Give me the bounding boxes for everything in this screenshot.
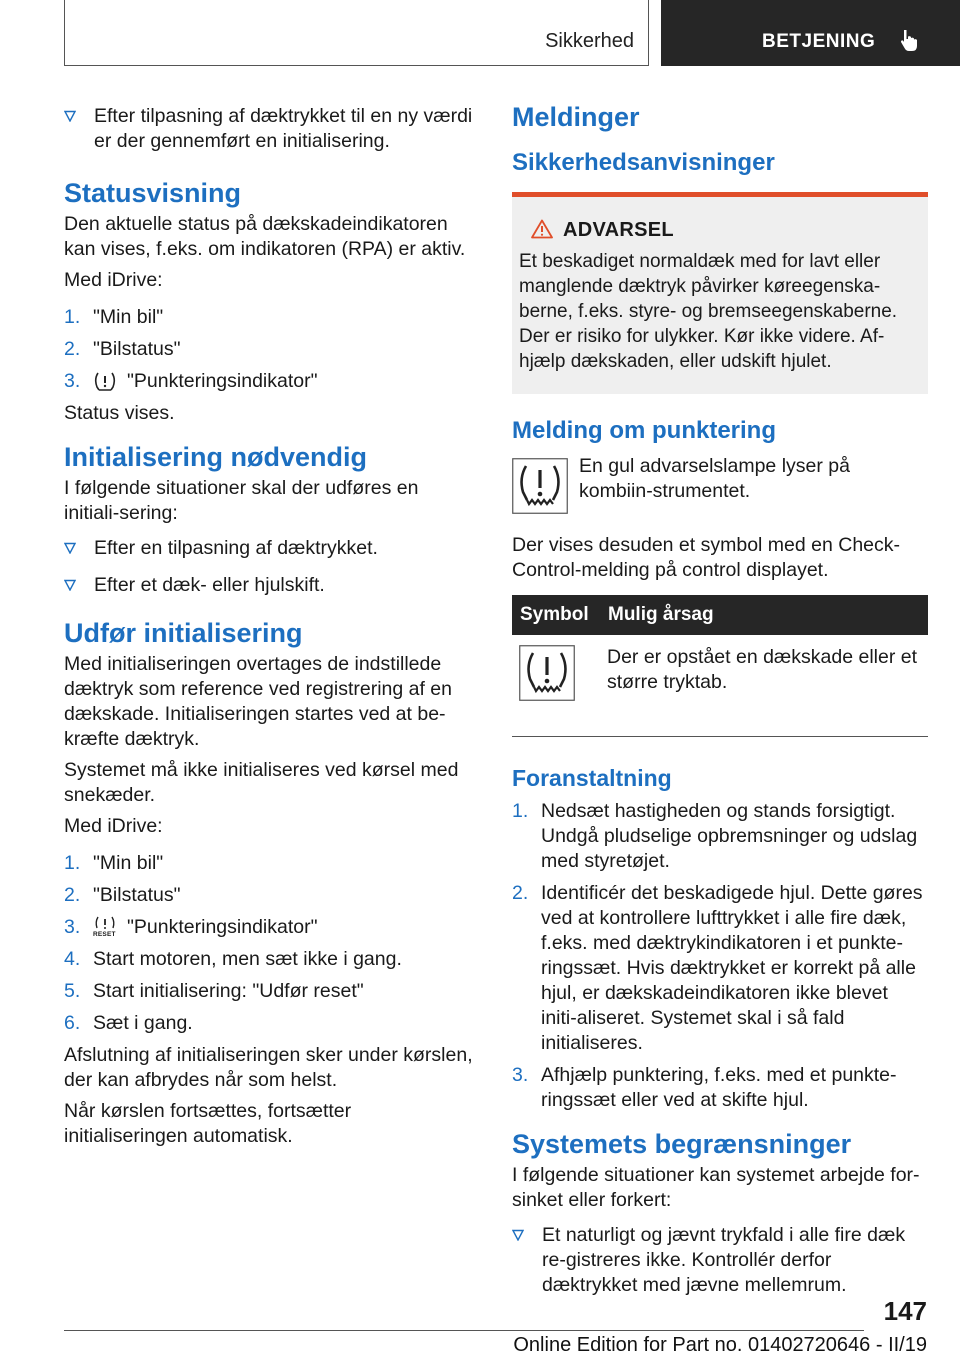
list-item: 5. Start initialisering: "Udfør reset" [64, 980, 364, 1002]
divider [512, 736, 928, 737]
tire-pressure-icon [93, 371, 117, 393]
table-row [512, 635, 928, 726]
paragraph: Status vises. [64, 402, 175, 424]
header-section-title: Sikkerhed [545, 30, 634, 52]
footer-divider [64, 1330, 864, 1331]
heading-sikkerhedsanvisninger: Sikkerhedsanvisninger [512, 149, 775, 176]
list-item: 3. Afhjælp punktering, f.eks. med et punkte-ringssæt eller ved at skifte hjul. [512, 1064, 897, 1111]
table-header-symbol: Symbol [512, 595, 600, 635]
footer-edition: Online Edition for Part no. 01402720646 - II/19 [513, 1334, 927, 1356]
list-item: 6. Sæt i gang. [64, 1012, 193, 1034]
page-number: 147 [883, 1296, 927, 1326]
table-header-cause: Mulig årsag [600, 595, 928, 635]
triangle-bullet-icon [64, 542, 76, 554]
list-item: 1. "Min bil" [64, 852, 164, 874]
tire-warning-icon [519, 645, 575, 701]
melding-row [512, 454, 928, 519]
steps-list-status [64, 305, 479, 394]
heading-meldinger: Meldinger [512, 102, 640, 132]
header-chapter-tab [661, 0, 960, 66]
paragraph: Når kørslen fortsættes, fortsætter initialiseringen automatisk. [64, 1100, 352, 1147]
list-item: 3. "Punkteringsindikator" [64, 370, 318, 392]
tire-reset-icon [93, 916, 117, 940]
heading-statusvisning: Statusvisning [64, 178, 242, 208]
tire-warning-icon [512, 458, 568, 519]
list-item: 4. Start motoren, men sæt ikke i gang. [64, 948, 402, 970]
warning-box [512, 192, 928, 394]
steps-list-foranstaltning [512, 799, 928, 1113]
triangle-bullet-icon [64, 579, 76, 591]
list-item: Efter en tilpasning af dæktrykket. [64, 536, 479, 561]
paragraph: I følgende situationer skal der udføres en initiali-sering: [64, 477, 419, 524]
list-item: 2. "Bilstatus" [64, 884, 181, 906]
heading-melding-om-punktering: Melding om punktering [512, 417, 776, 444]
list-item: 3. RESET "Punkteringsindikator" [64, 916, 318, 938]
paragraph: En gul advarselslampe lyser på kombiin-strumentet. [579, 455, 850, 502]
list-item: 1. "Min bil" [64, 306, 164, 328]
hand-pointer-icon [897, 27, 923, 53]
header-chapter-title: BETJENING [762, 31, 876, 52]
list-item: 1. Nedsæt hastigheden og stands forsigtigt. Undgå pludselige opbremsninger og udslag med styretøjet. [512, 800, 918, 872]
left-column [64, 100, 479, 1155]
paragraph: Med iDrive: [64, 269, 163, 291]
paragraph: Der vises desuden et symbol med en Check-Control-melding på control displayet. [512, 534, 901, 581]
warning-text: Et beskadiget normaldæk med for lavt eller manglende dæktryk påvirker køreegenska-berne, f.eks. styre- og bremseegenskaberne. Der er risiko for ulykker. Kør ikke videre. Af-hjælp dækskaden, eller udskift hjulet. [519, 251, 898, 372]
triangle-bullet-icon [512, 1229, 524, 1241]
header-section-box [64, 0, 649, 66]
bullet-text: Efter tilpasning af dæktrykket til en ny værdi er der gennemført en initialisering. [94, 105, 473, 152]
list-item: 2. Identificér det beskadigede hjul. Dette gøres ved at kontrollere lufttrykket i alle fire dæk, f.eks. med dæktrykindikatoren i et punkte-ringssæt. Hvis dæktrykket er korrekt på alle hjul, er dækskadeindikatoren ikke blevet initi-aliseret. Systemet skal i så fald initialiseres. [512, 882, 923, 1054]
paragraph: Afslutning af initialiseringen sker under kørslen, der kan afbrydes når som helst. [64, 1044, 473, 1091]
symbol-table [512, 595, 928, 726]
warning-title: ADVARSEL [531, 219, 920, 242]
reset-label: RESET [93, 930, 116, 938]
list-item: Et naturligt og jævnt trykfald i alle fire dæk re-gistreres ikke. Kontrollér derfor dæktrykket med jævne mellemrum. [512, 1223, 928, 1298]
triangle-bullet-icon [64, 110, 76, 122]
paragraph: I følgende situationer kan systemet arbejde for-sinket eller forkert: [512, 1164, 920, 1211]
heading-udfor-initialisering: Udfør initialisering [64, 618, 303, 648]
heading-initialisering-nodvendig: Initialisering nødvendig [64, 442, 368, 472]
heading-systemets-begraensninger: Systemets begrænsninger [512, 1129, 852, 1159]
paragraph: Med iDrive: [64, 815, 163, 837]
table-cell-cause: Der er opstået en dækskade eller et større tryktab. [607, 646, 918, 693]
paragraph: Systemet må ikke initialiseres ved kørsel med snekæder. [64, 759, 459, 806]
steps-list-init [64, 851, 479, 1036]
paragraph: Den aktuelle status på dækskadeindikatoren kan vises, f.eks. om indikatoren (RPA) er aktiv. [64, 213, 466, 260]
list-item: Efter et dæk- eller hjulskift. [64, 573, 479, 598]
list-item [64, 104, 479, 154]
table-cell-symbol [512, 635, 600, 726]
warning-triangle-icon [531, 219, 553, 239]
paragraph: Med initialiseringen overtages de indstillede dæktryk som reference ved registrering af en dækskade. Initialiseringen startes ved at be-kræfte dæktryk. [64, 653, 453, 750]
heading-foranstaltning: Foranstaltning [512, 765, 672, 791]
right-column [512, 100, 928, 1306]
list-item: 2. "Bilstatus" [64, 338, 181, 360]
